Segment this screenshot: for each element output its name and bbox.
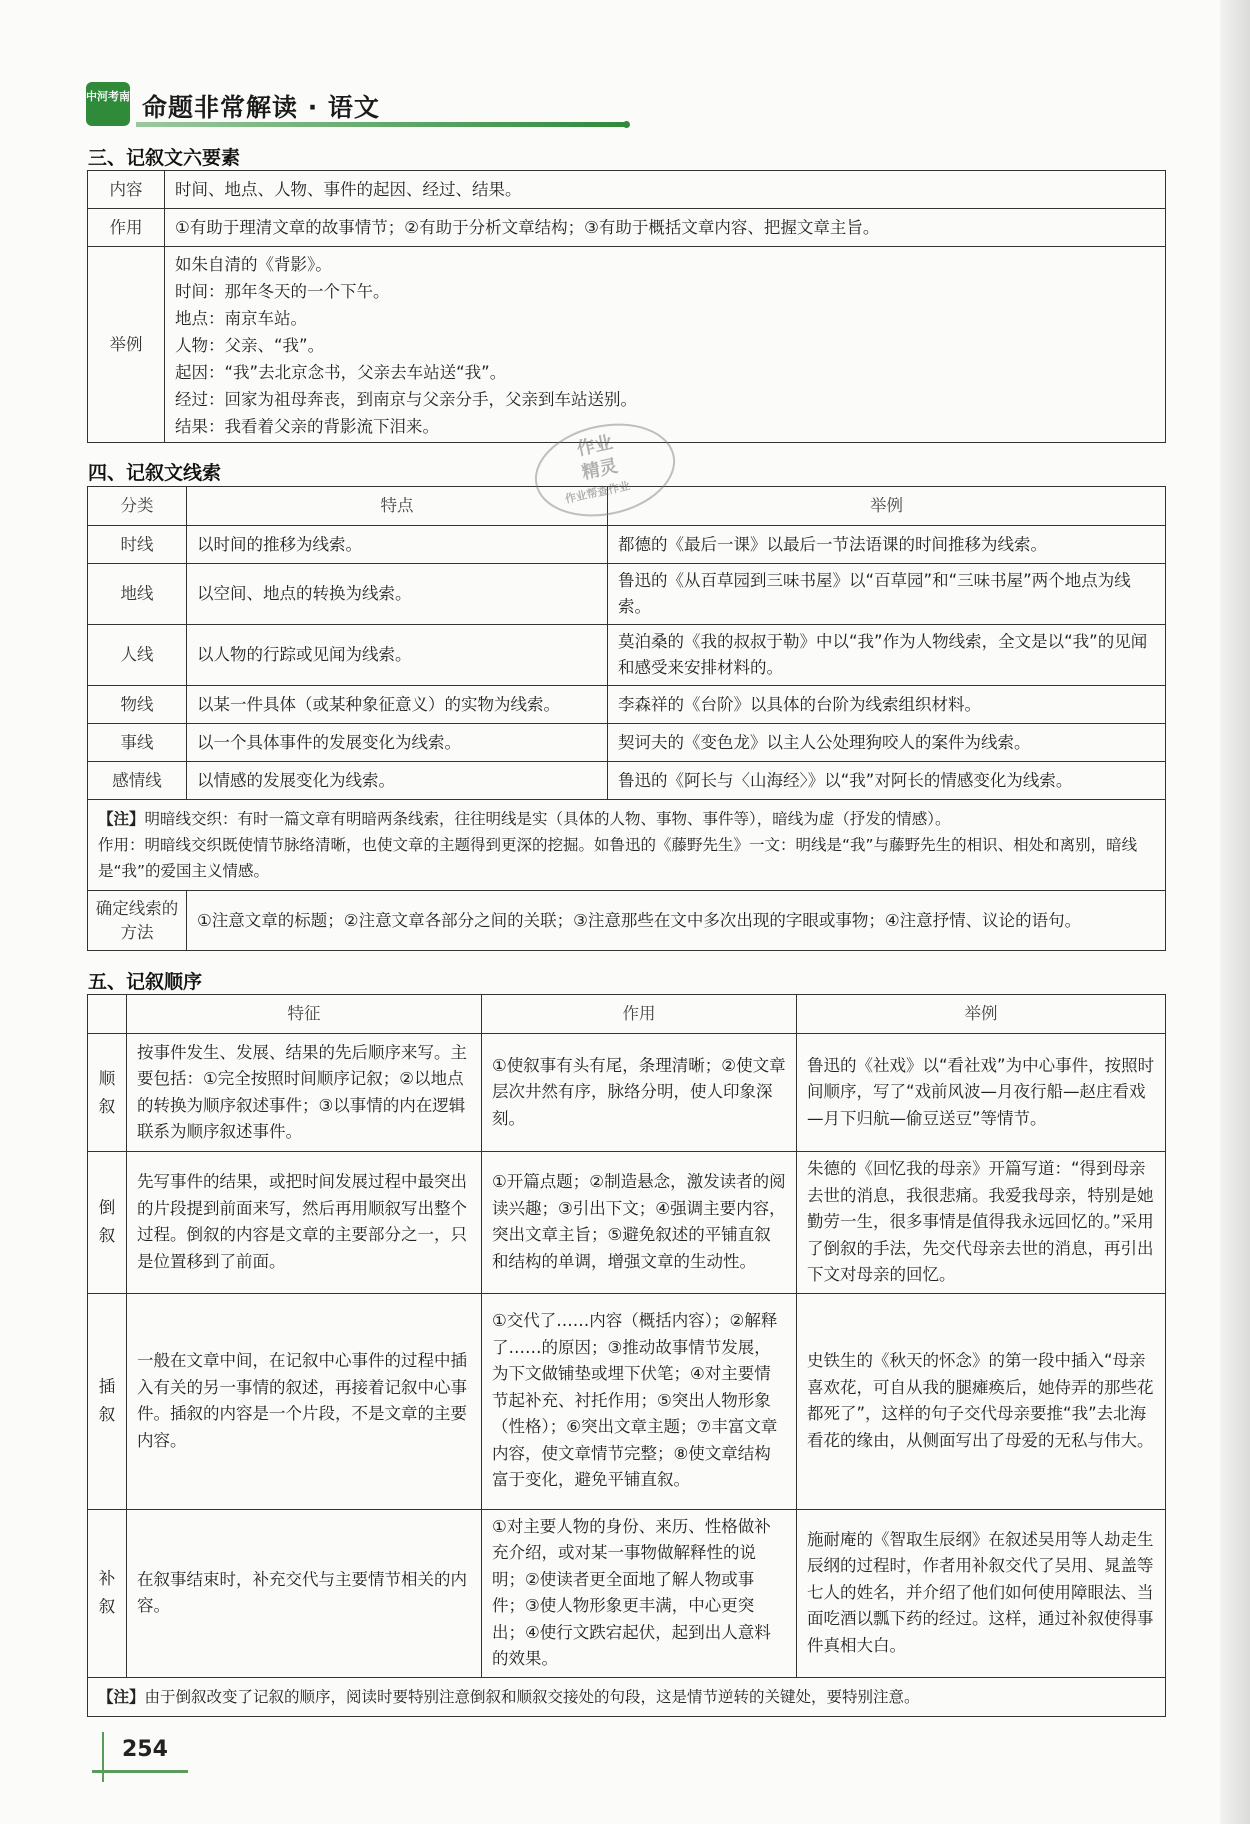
table-row <box>88 724 1166 762</box>
column-header: 举例 <box>797 995 1166 1034</box>
clue-type: 事线 <box>88 724 187 762</box>
clue-table <box>87 486 1166 951</box>
table-header-row <box>88 995 1166 1034</box>
table-row <box>88 1293 1166 1509</box>
method-row <box>88 891 1166 951</box>
table-row <box>88 209 1166 247</box>
order-table <box>87 994 1166 1717</box>
order-effect: ①对主要人物的身份、来历、性格做补充介绍，或对某一事物做解释性的说明；②使读者更全面地了解人物或事件；③使人物形象更丰满，中心更突出；④使行文跌宕起伏，起到出人意料的效果。 <box>482 1509 797 1677</box>
clue-feature: 以一个具体事件的发展变化为线索。 <box>187 724 608 762</box>
row-label: 举例 <box>88 247 165 443</box>
table-row <box>88 762 1166 800</box>
column-header: 作用 <box>482 995 797 1034</box>
logo: 中河考南 <box>86 82 130 126</box>
clue-feature: 以空间、地点的转换为线索。 <box>187 564 608 625</box>
section-4-title: 四、记叙文线索 <box>88 462 222 484</box>
table-row <box>88 686 1166 724</box>
example-line: 时间：那年冬天的一个下午。 <box>175 282 390 301</box>
order-effect: ①交代了……内容（概括内容）；②解释了……的原因；③推动故事情节发展，为下文做铺垫或埋下伏笔；④对主要情节起补充、衬托作用；⑤突出人物形象（性格）；⑥突出文章主题；⑦丰富文章内容，使文章情节完整；⑧使文章结构富于变化，避免平铺直叙。 <box>482 1293 797 1509</box>
method-text: ①注意文章的标题；②注意文章各部分之间的关联；③注意那些在文中多次出现的字眼或事物；④注意抒情、议论的语句。 <box>187 891 1166 951</box>
page-edge <box>1220 0 1250 1824</box>
clue-example: 莫泊桑的《我的叔叔于勒》中以“我”作为人物线索，全文是以“我”的见闻和感受来安排材料的。 <box>608 625 1166 686</box>
order-type: 插叙 <box>88 1293 127 1509</box>
page-number-underline <box>92 1770 188 1773</box>
order-type: 倒叙 <box>88 1152 127 1294</box>
column-header: 特点 <box>187 487 608 526</box>
order-feature: 按事件发生、发展、结果的先后顺序来写。主要包括：①完全按照时间顺序记叙；②以地点的转换为顺序叙述事件；③以事情的内在逻辑联系为顺序叙述事件。 <box>127 1034 482 1152</box>
table-row <box>88 1509 1166 1677</box>
page-number-decoration <box>102 1732 104 1782</box>
clue-feature: 以时间的推移为线索。 <box>187 526 608 564</box>
order-example: 朱德的《回忆我的母亲》开篇写道：“得到母亲去世的消息，我很悲痛。我爱我母亲，特别是她勤劳一生，很多事情是值得我永远回忆的。”采用了倒叙的手法，先交代母亲去世的消息，再引出下文对母亲的回忆。 <box>797 1152 1166 1294</box>
clue-type: 感情线 <box>88 762 187 800</box>
note-label: 【注】 <box>98 1687 145 1706</box>
clue-type: 地线 <box>88 564 187 625</box>
clue-feature: 以某一件具体（或某种象征意义）的实物为线索。 <box>187 686 608 724</box>
table-row <box>88 1152 1166 1294</box>
note-text: 由于倒叙改变了记叙的顺序，阅读时要特别注意倒叙和顺叙交接处的句段，这是情节逆转的关键处，要特别注意。 <box>144 1687 920 1706</box>
table-row <box>88 1034 1166 1152</box>
order-feature: 先写事件的结果，或把时间发展过程中最突出的片段提到前面来写，然后再用顺叙写出整个过程。倒叙的内容是文章的主要部分之一，只是位置移到了前面。 <box>127 1152 482 1294</box>
table-row <box>88 526 1166 564</box>
order-effect: ①开篇点题；②制造悬念，激发读者的阅读兴趣；③引出下文；④强调主要内容，突出文章主旨；⑤避免叙述的平铺直叙和结构的单调，增强文章的生动性。 <box>482 1152 797 1294</box>
header-title: 命题非常解读 · 语文 <box>142 93 380 122</box>
clue-example: 契诃夫的《变色龙》以主人公处理狗咬人的案件为线索。 <box>608 724 1166 762</box>
order-example: 鲁迅的《社戏》以“看社戏”为中心事件，按照时间顺序，写了“戏前风波—月夜行船—赵庄看戏—月下归航—偷豆送豆”等情节。 <box>797 1034 1166 1152</box>
example-line: 人物：父亲、“我”。 <box>175 336 325 355</box>
table-row <box>88 171 1166 209</box>
order-note <box>88 1677 1166 1716</box>
section-3-title: 三、记叙文六要素 <box>88 147 241 169</box>
clue-type: 人线 <box>88 625 187 686</box>
note-label: 【注】 <box>98 810 145 828</box>
method-label: 确定线索的方法 <box>88 891 187 951</box>
column-header: 分类 <box>88 487 187 526</box>
clue-type: 物线 <box>88 686 187 724</box>
order-feature: 在叙事结束时，补充交代与主要情节相关的内容。 <box>127 1509 482 1677</box>
example-line: 经过：回家为祖母奔丧，到南京与父亲分手，父亲到车站送别。 <box>175 390 637 409</box>
note-row <box>88 800 1166 891</box>
clue-note <box>88 800 1166 891</box>
clue-example: 鲁迅的《阿长与〈山海经〉》以“我”对阿长的情感变化为线索。 <box>608 762 1166 800</box>
order-feature: 一般在文章中间，在记叙中心事件的过程中插入有关的另一事情的叙述，再接着记叙中心事件。插叙的内容是一个片段，不是文章的主要内容。 <box>127 1293 482 1509</box>
page-header <box>86 82 626 128</box>
order-example: 史铁生的《秋天的怀念》的第一段中插入“母亲喜欢花，可自从我的腿瘫痪后，她侍弄的那些花都死了”，这样的句子交代母亲要推“我”去北海看花的缘由，从侧面写出了母爱的无私与伟大。 <box>797 1293 1166 1509</box>
stamp-text: 作业帮查作业 <box>563 479 632 506</box>
clue-type: 时线 <box>88 526 187 564</box>
stamp-text: 精灵 <box>580 455 620 484</box>
note-text: 明暗线交织：有时一篇文章有明暗两条线索，往往明线是实（具体的人物、事物、事件等），暗线为虚（抒发的情感）。 <box>144 810 951 828</box>
column-header <box>88 995 127 1034</box>
example-line: 地点：南京车站。 <box>175 309 307 328</box>
clue-feature: 以人物的行踪或见闻为线索。 <box>187 625 608 686</box>
order-example: 施耐庵的《智取生辰纲》在叙述吴用等人劫走生辰纲的过程时，作者用补叙交代了吴用、晁盖等七人的姓名，并介绍了他们如何使用障眼法、当面吃酒以瓢下药的经过。这样，通过补叙使得事件真相大白。 <box>797 1509 1166 1677</box>
table-row <box>88 625 1166 686</box>
page-number: 254 <box>122 1737 168 1762</box>
row-content: ①有助于理清文章的故事情节；②有助于分析文章结构；③有助于概括文章内容、把握文章主旨。 <box>165 209 1166 247</box>
table-row <box>88 564 1166 625</box>
clue-example: 李森祥的《台阶》以具体的台阶为线索组织材料。 <box>608 686 1166 724</box>
clue-feature: 以情感的发展变化为线索。 <box>187 762 608 800</box>
clue-example: 鲁迅的《从百草园到三味书屋》以“百草园”和“三味书屋”两个地点为线索。 <box>608 564 1166 625</box>
example-line: 起因：“我”去北京念书，父亲去车站送“我”。 <box>175 363 507 382</box>
row-label: 作用 <box>88 209 165 247</box>
clue-example: 都德的《最后一课》以最后一节法语课的时间推移为线索。 <box>608 526 1166 564</box>
order-type: 补叙 <box>88 1509 127 1677</box>
order-effect: ①使叙事有头有尾，条理清晰；②使文章层次井然有序，脉络分明，使人印象深刻。 <box>482 1034 797 1152</box>
example-line: 如朱自清的《背影》。 <box>175 255 332 274</box>
column-header: 举例 <box>608 487 1166 526</box>
note-text-2: 作用：明暗线交织既使情节脉络清晰，也使文章的主题得到更深的挖掘。如鲁迅的《藤野先生》一文：明线是“我”与藤野先生的相识、相处和离别，暗线是“我”的爱国主义情感。 <box>98 836 1138 880</box>
row-content: 时间、地点、人物、事件的起因、经过、结果。 <box>165 171 1166 209</box>
example-line: 结果：我看着父亲的背影流下泪来。 <box>175 417 439 436</box>
note-row <box>88 1677 1166 1716</box>
section-5-title: 五、记叙顺序 <box>88 971 203 993</box>
column-header: 特征 <box>127 995 482 1034</box>
order-type: 顺叙 <box>88 1034 127 1152</box>
stamp-text: 作业 <box>575 432 615 461</box>
six-elements-table <box>87 170 1166 443</box>
row-label: 内容 <box>88 171 165 209</box>
header-underline <box>136 122 626 127</box>
table-row <box>88 247 1166 443</box>
